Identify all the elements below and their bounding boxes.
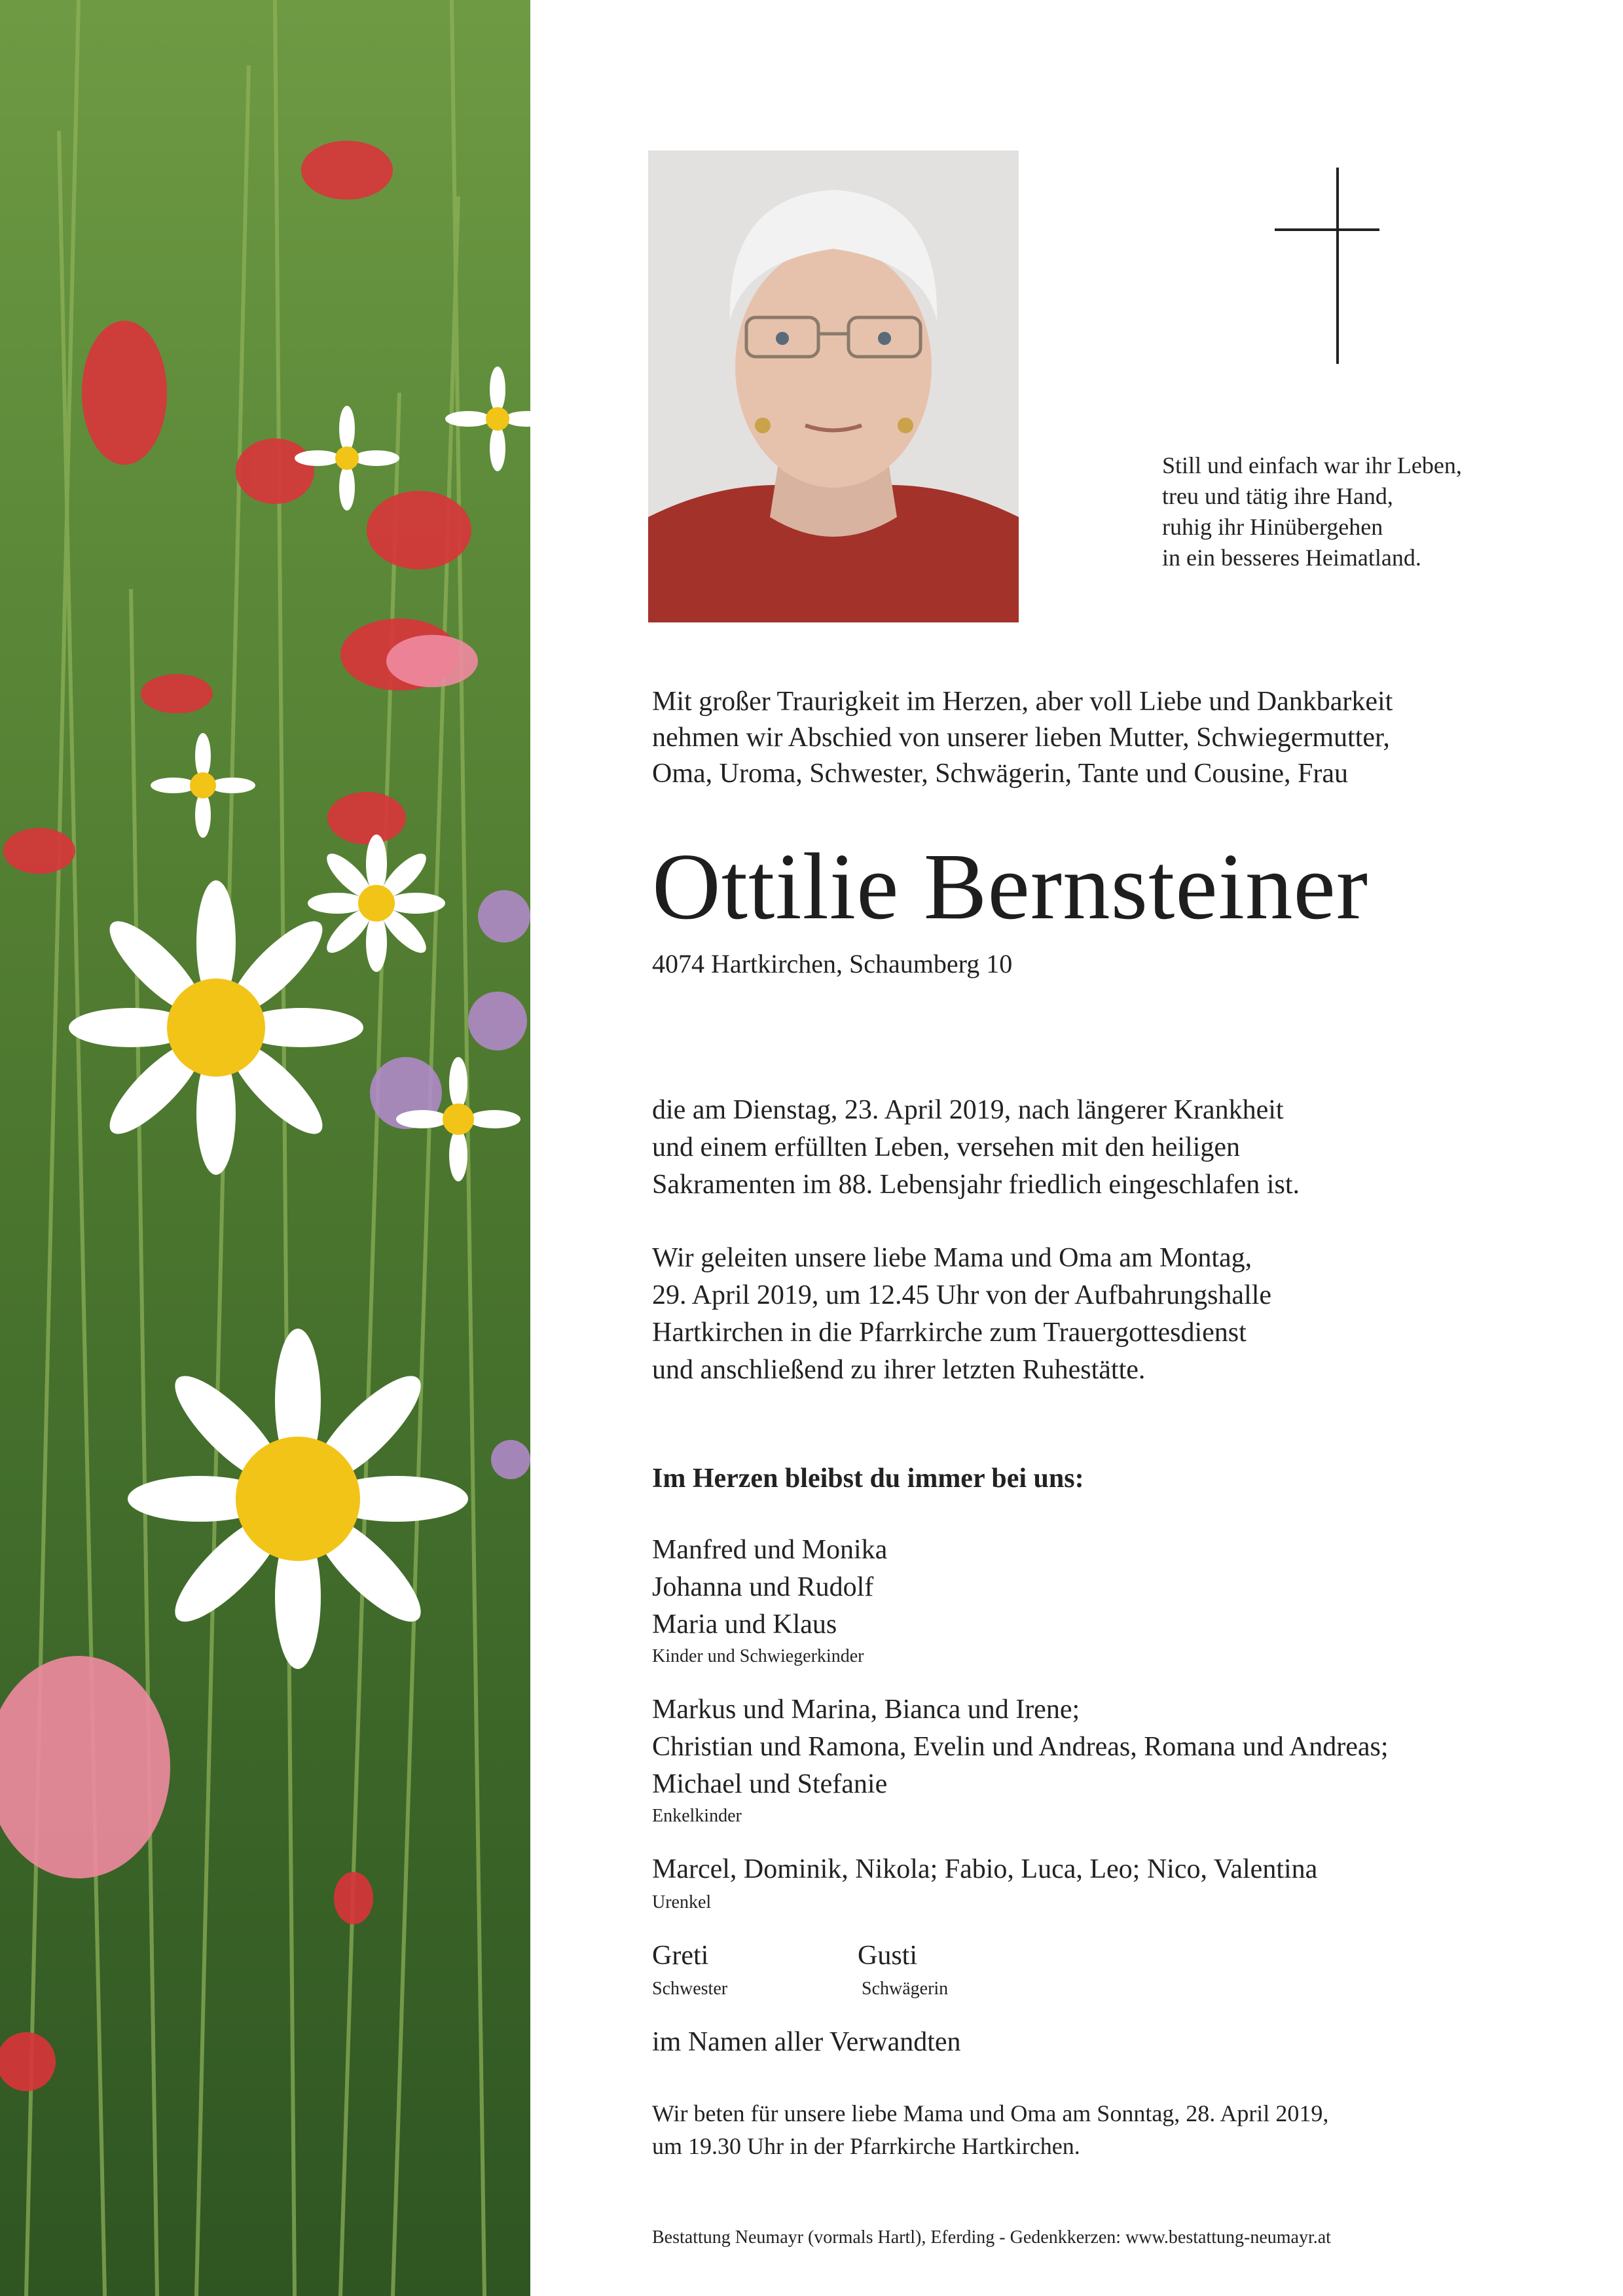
verse-line: ruhig ihr Hinübergehen: [1162, 514, 1383, 540]
sister-in-law-name: Gusti: [858, 1941, 918, 1971]
sibling-caption: Schwester: [652, 1979, 728, 1999]
funeral-notice-line: 29. April 2019, um 12.45 Uhr von der Aufbahrungshalle: [652, 1280, 1272, 1310]
portrait-illustration: [648, 151, 1019, 622]
grandchildren-line: Christian und Ramona, Evelin und Andreas, Romana und Andreas;: [652, 1732, 1389, 1762]
verse-line: Still und einfach war ihr Leben,: [1162, 452, 1462, 478]
mourners-heading: Im Herzen bleibst du immer bei uns:: [652, 1463, 1084, 1494]
prayer-notice-line: um 19.30 Uhr in der Pfarrkirche Hartkirchen.: [652, 2133, 1080, 2159]
funeral-notice: [652, 1240, 1271, 1389]
intro-line: Oma, Uroma, Schwester, Schwägerin, Tante und Cousine, Frau: [652, 759, 1349, 789]
death-notice: [652, 1092, 1300, 1204]
meadow-illustration: [0, 0, 530, 2296]
relatives-line: im Namen aller Verwandten: [652, 2027, 961, 2057]
great-grandchildren-caption: Urenkel: [652, 1892, 712, 1912]
deceased-name: Ottilie Bernsteiner: [652, 834, 1369, 939]
children-line: Manfred und Monika: [652, 1535, 888, 1565]
sister-in-law-caption: Schwägerin: [862, 1979, 949, 1999]
grandchildren-caption: Enkelkinder: [652, 1806, 742, 1826]
verse-line: treu und tätig ihre Hand,: [1162, 483, 1393, 509]
funeral-home-footer: Bestattung Neumayr (vormals Hartl), Eferding - Gedenkkerzen: www.bestattung-neumayr.at: [652, 2227, 1331, 2248]
cross-icon: [1275, 168, 1379, 364]
intro-line: Mit großer Traurigkeit im Herzen, aber voll Liebe und Dankbarkeit: [652, 687, 1393, 717]
memorial-verse: [1162, 450, 1462, 573]
death-notice-line: und einem erfüllten Leben, versehen mit den heiligen: [652, 1132, 1241, 1162]
children-line: Maria und Klaus: [652, 1609, 837, 1640]
funeral-notice-line: Hartkirchen in die Pfarrkirche zum Trauergottesdienst: [652, 1318, 1247, 1348]
grandchildren-line: Markus und Marina, Bianca und Irene;: [652, 1695, 1080, 1725]
sibling-name: Greti: [652, 1941, 709, 1971]
flower-meadow-image: [0, 0, 530, 2296]
prayer-notice-line: Wir beten für unsere liebe Mama und Oma am Sonntag, 28. April 2019,: [652, 2100, 1329, 2126]
funeral-notice-line: und anschließend zu ihrer letzten Ruhestätte.: [652, 1355, 1146, 1385]
funeral-notice-line: Wir geleiten unsere liebe Mama und Oma am Montag,: [652, 1243, 1252, 1273]
prayer-notice: [652, 2097, 1328, 2162]
grandchildren-list: [652, 1691, 1388, 1803]
children-list: [652, 1532, 887, 1643]
death-notice-line: die am Dienstag, 23. April 2019, nach längerer Krankheit: [652, 1095, 1284, 1125]
death-notice-line: Sakramenten im 88. Lebensjahr friedlich eingeschlafen ist.: [652, 1170, 1300, 1200]
deceased-address: 4074 Hartkirchen, Schaumberg 10: [652, 949, 1013, 978]
intro-line: nehmen wir Abschied von unserer lieben Mutter, Schwiegermutter,: [652, 723, 1390, 753]
verse-line: in ein besseres Heimatland.: [1162, 545, 1421, 571]
portrait-photo: [648, 151, 1019, 622]
children-line: Johanna und Rudolf: [652, 1572, 874, 1602]
intro-text: [652, 684, 1393, 792]
children-caption: Kinder und Schwiegerkinder: [652, 1646, 864, 1666]
great-grandchildren-line: Marcel, Dominik, Nikola; Fabio, Luca, Leo; Nico, Valentina: [652, 1854, 1318, 1884]
grandchildren-line: Michael und Stefanie: [652, 1769, 888, 1799]
